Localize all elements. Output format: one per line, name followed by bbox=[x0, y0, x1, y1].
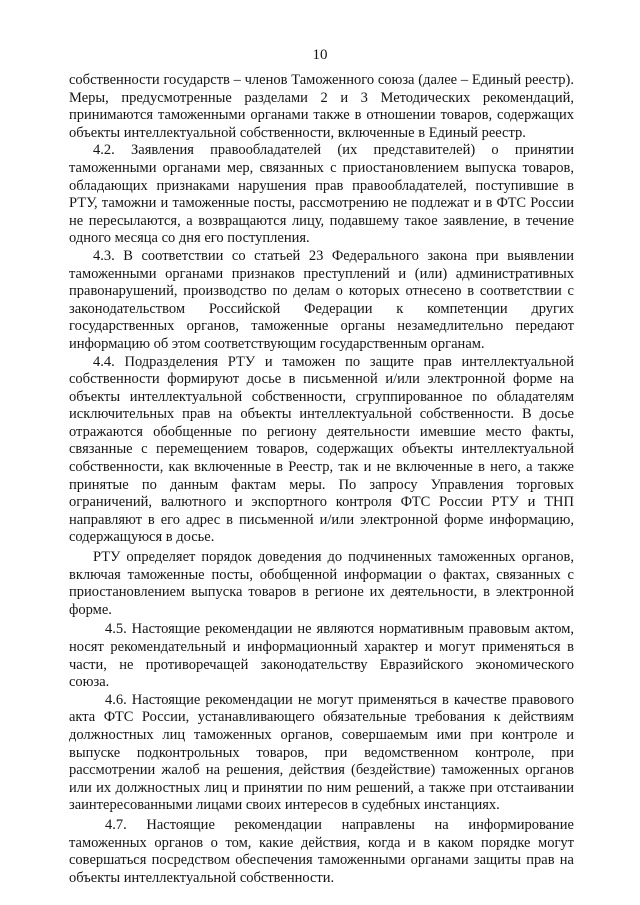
paragraph-4-7: 4.7. Настоящие рекомендации направлены на информирование таможенных органов о том, какие действия, когда и в каком порядке могут совершаться посредством обеспечения таможенными органами защиты прав на объекты интеллектуальной собственности. bbox=[69, 816, 574, 886]
paragraph-4-2: 4.2. Заявления правообладателей (их представителей) о принятии таможенными органами мер, связанных с приостановлением выпуска товаров, обладающих признаками нарушения прав правообладателей, поступившие в РТУ, таможни и таможенные посты, рассмотрению не подлежат и в ФТС России не пересылаются, а возвращаются лицу, подавшему такое заявление, в течение одного месяца со дня его поступления. bbox=[69, 142, 574, 247]
paragraph-4-6: 4.6. Настоящие рекомендации не могут применяться в качестве правового акта ФТС России, устанавливающего обязательные требования к действиям должностных лиц таможенных органов, совершаемым ими при контроле и выпуске подконтрольных товаров, при ведомственном контроле, при рассмотрении жалоб на решения, действия (бездействие) таможенных органов или их должностных лиц и принятии по ним решений, а также при отстаивании заинтересованными лицами своих интересов в судебных инстанциях. bbox=[69, 691, 574, 814]
paragraph-rtu: РТУ определяет порядок доведения до подчиненных таможенных органов, включая таможенные посты, обобщенной информации о фактах, связанных с приостановлением выпуска товаров в регионе их деятельности, в электронной форме. bbox=[69, 549, 574, 618]
paragraph-4-4: 4.4. Подразделения РТУ и таможен по защите прав интеллектуальной собственности формируют досье в письменной и/или электронной форме на объекты интеллектуальной собственности, сгруппированное по обладателям исключительных прав на объекты интеллектуальной собственности. В досье отражаются обобщенные по региону деятельности имевшие место факты, связанные с перемещением товаров, содержащих объекты интеллектуальной собственности, как включенные в Реестр, так и не включенные в него, а также принятые по данным фактам меры. По запросу Управления торговых ограничений, валютного и экспортного контроля ФТС России РТУ и ТНП направляют в его адрес в письменной и/или электронной форме информацию, содержащуюся в досье. bbox=[69, 353, 574, 546]
paragraph-4-5: 4.5. Настоящие рекомендации не являются нормативным правовым актом, носят рекомендательный и информационный характер и могут применяться в части, не противоречащей законодательству Евразийского экономического союза. bbox=[69, 621, 574, 691]
paragraph-4-3: 4.3. В соответствии со статьей 23 Федерального закона при выявлении таможенными органами признаков преступлений и (или) административных правонарушений, производство по делам о которых отнесено в соответствии с законодательством Российской Федерации к компетенции других государственных органов, таможенные органы незамедлительно передают информацию об этом соответствующим государственным органам. bbox=[69, 247, 574, 352]
page-number: 10 bbox=[312, 47, 328, 63]
paragraph-continuation: собственности государств – членов Таможенного союза (далее – Единый реестр). Меры, предусмотренные разделами 2 и 3 Методических рекомендаций, принимаются таможенными органами также в отношении товаров, содержащих объекты интеллектуальной собственности, включенные в Единый реестр. bbox=[69, 72, 574, 141]
document-body bbox=[69, 72, 574, 887]
